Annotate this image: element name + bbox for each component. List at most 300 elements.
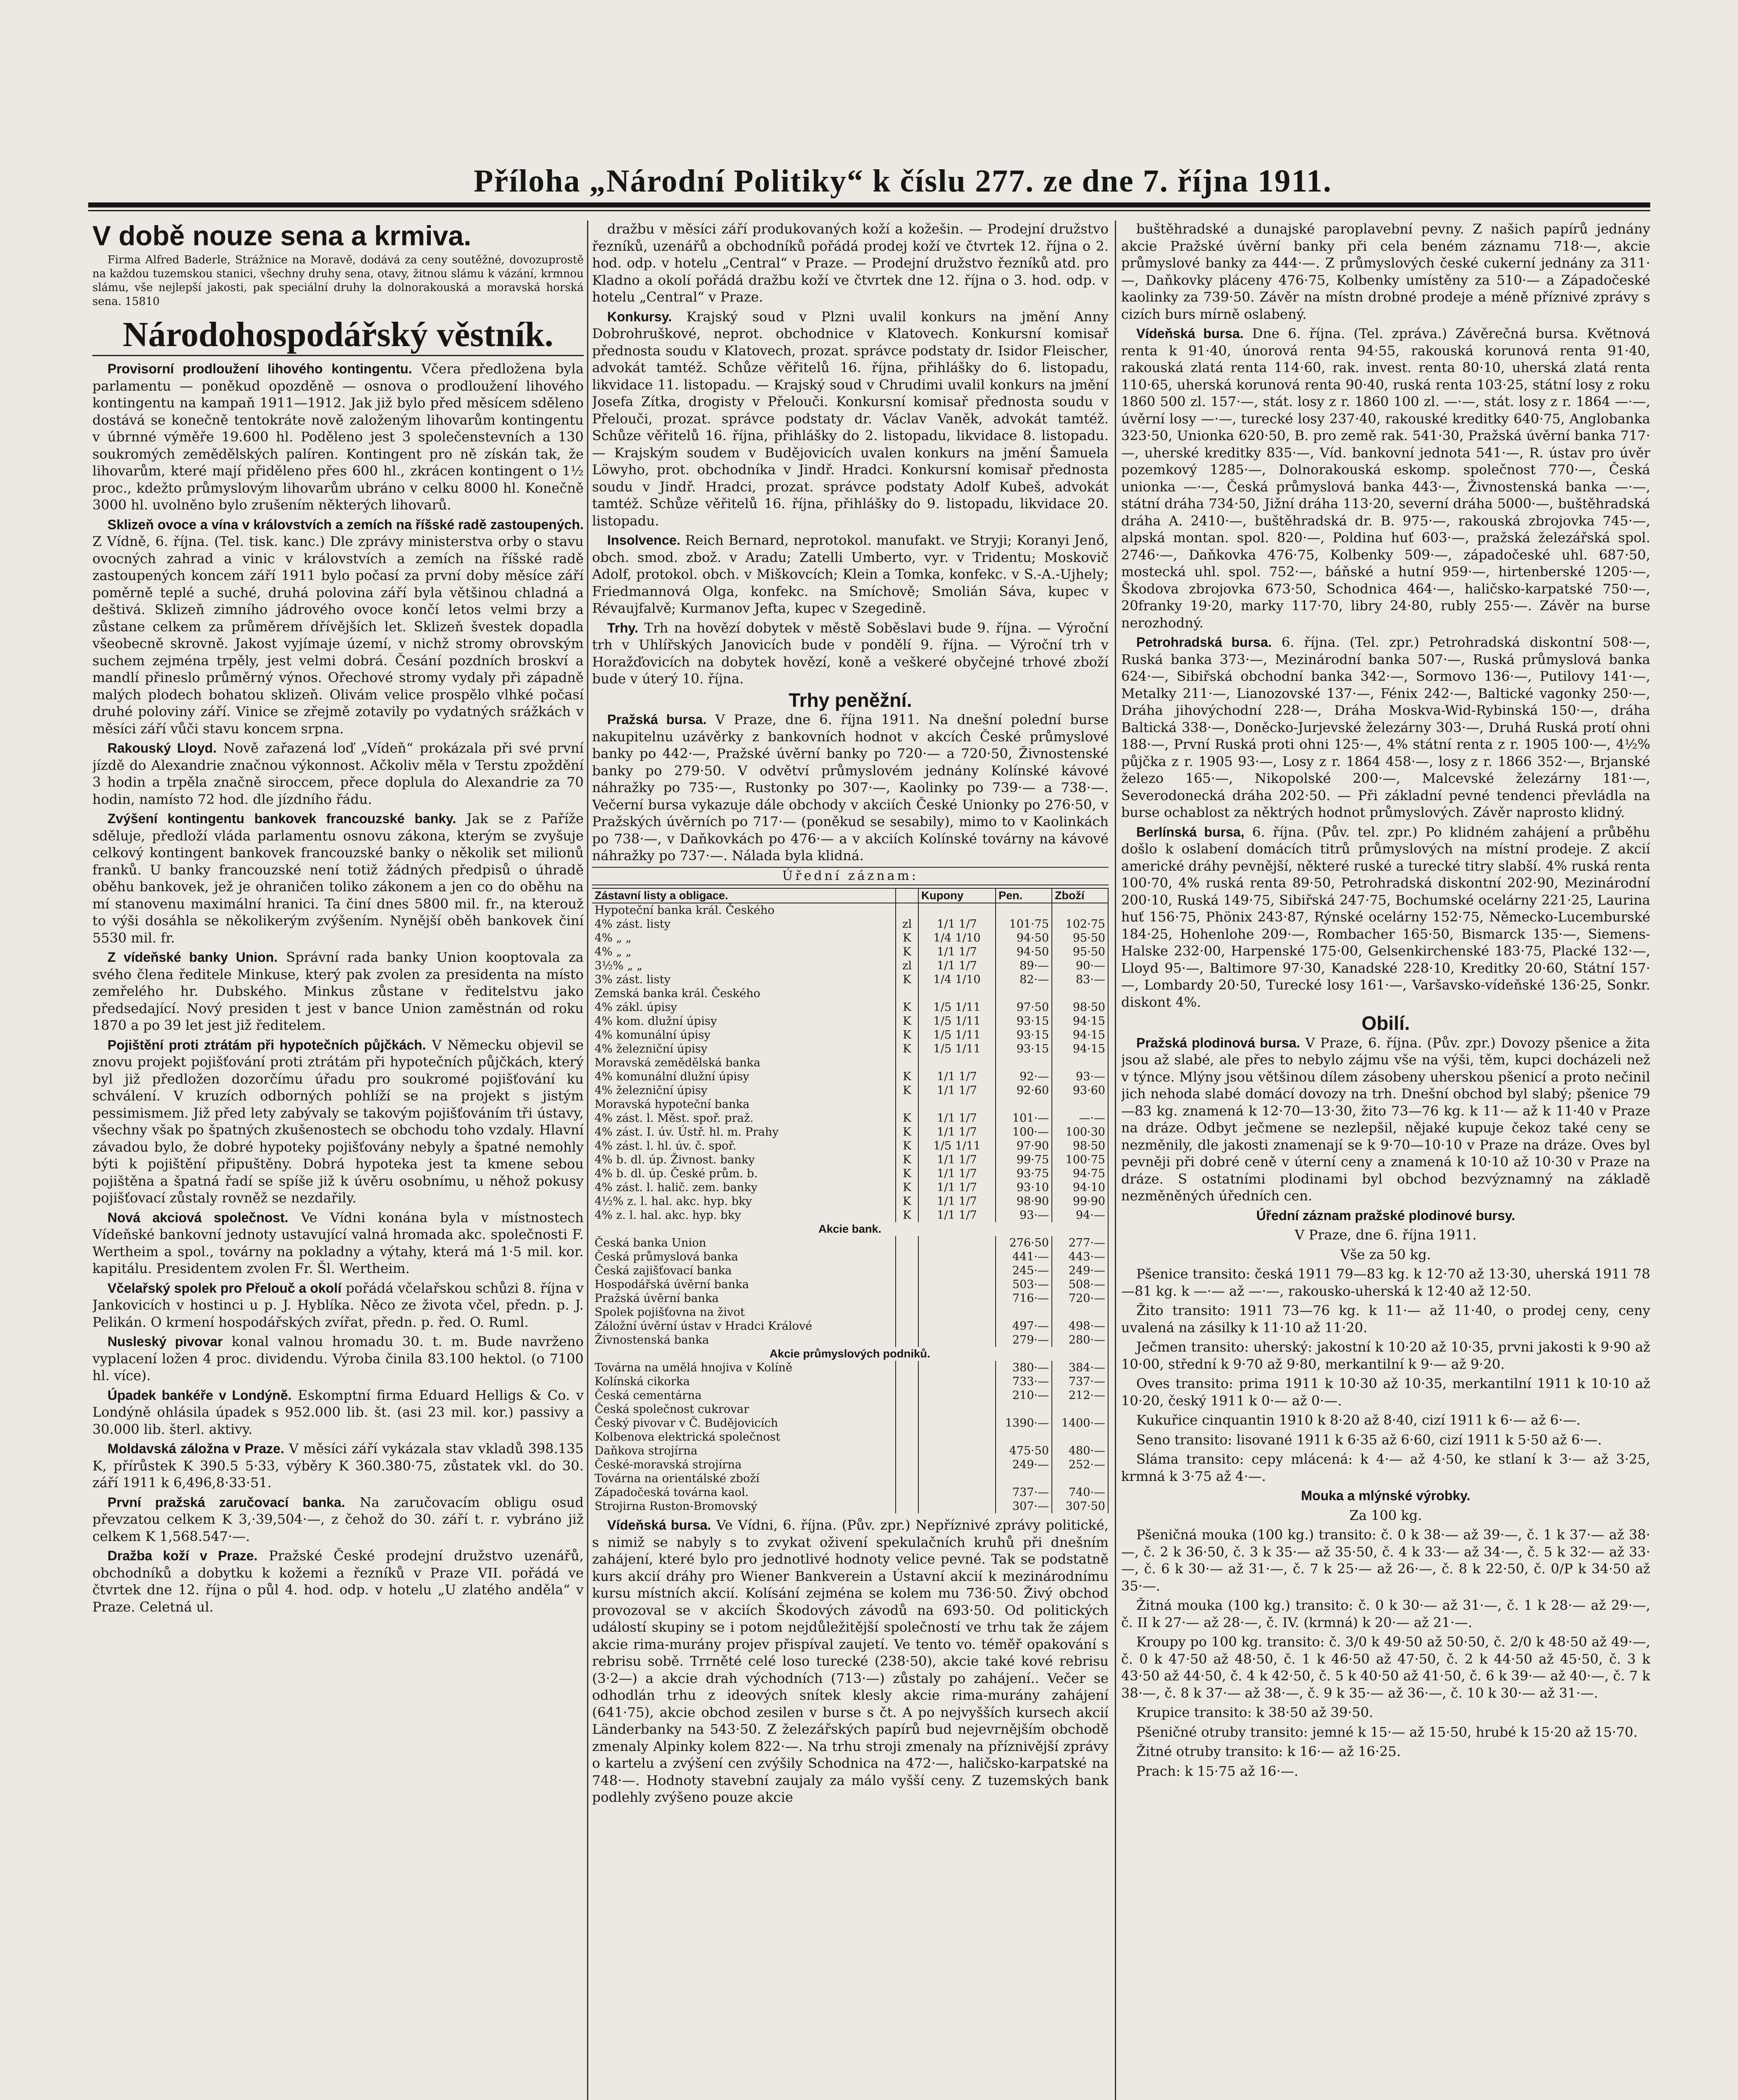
table-cell-currency: [896, 1389, 918, 1402]
article-title: Vídeňská bursa.: [607, 1517, 711, 1533]
table-cell-coupons: [918, 1333, 996, 1347]
table-cell-name: Spolek pojišťovna na život: [592, 1305, 896, 1319]
table-cell-goods: [1052, 987, 1108, 1000]
table-cell-goods: 737·—: [1052, 1375, 1108, 1389]
table-row: [592, 1486, 1108, 1499]
article-text: Včera předložena byla parlamentu — poněkud opozděně — osnova o prodloužení lihového kontingentu na kampaň 1911—1912. Jak již bylo před měsícem sděleno dostává se konečně tentokráte nově založeným lihovarům kontingentu v úbrnné výměře 19.600 hl. Poděleno jest 3 společenstevních a 130 soukromých zemědělských palíren. Kontingent pro ně získán tak, že lihovarům, které mají přiděleno přes 600 hl., zkrácen kontingent o 1½ proc., kdežto průmyslovým lihovarům ubráno v celku 8000 hl. Konečně 3000 hl. uvolněno bylo zrušením některých lihovarů.: [92, 361, 584, 513]
quote-line: Pšeničné otruby transito: jemné k 15·— až 15·50, hrubé k 15·20 až 15·70.: [1136, 1724, 1638, 1740]
table-cell-name: 4% zást. l. halič. zem. banky: [592, 1181, 896, 1194]
article-text: Z Vídně, 6. října. (Tel. tisk. kanc.) Dle zprávy ministerstva orby o stavu ovocných zahrad a vinic v královstvích a zemích na říšské radě zastoupených koncem září 1911 bylo počasí za první doby měsíce září poměrně teplé a suché, druhá polovina září byla většinou chladná a deštivá. Sklizeň zimního jádrového ovoce končí letos velmi brzy a zůstane celkem za průměrem dřívějších let. Sklizeň švestek dopadla všeobecně skrovně. Jakost vyjímaje území, v nichž stromy obrovským suchem zejména trpěly, jest velmi dobrá. Česání pozdních broskví a mandlí přineslo průměrný výnos. Ořechové stromy vydaly při západně malých plodech bohatou sklizeň. Olivám velice prospělo vlhké počasí druhé poloviny září. Vinice se zřejmě zotavily po vydatných srážkách v měsíci září vůči stavu koncem srpna.: [92, 533, 584, 737]
table-cell-money: 92·60: [996, 1084, 1052, 1097]
ad-title: V době nouze sena a krmiva.: [92, 220, 472, 251]
table-cell-goods: 307·50: [1052, 1499, 1108, 1513]
article-title: Z vídeňské banky Union.: [107, 950, 278, 965]
table-cell-goods: 93·—: [1052, 1070, 1108, 1084]
table-cell-goods: [1052, 1056, 1108, 1070]
article: [592, 1517, 1109, 1806]
table-row: [592, 1458, 1108, 1472]
table-cell-coupons: 1/4 1/10: [918, 931, 996, 945]
table-cell-money: 279·—: [996, 1333, 1052, 1347]
table-cell-coupons: [918, 1292, 996, 1305]
article-text: Na zaručovacím obligu osud převzatou celkem K 3,·39,504·—, z čehož do 30. září t. r. vybráno již celkem K 1,568.547·—.: [92, 1494, 584, 1544]
table-row: [592, 1153, 1108, 1167]
table-cell-currency: K: [896, 1000, 918, 1014]
table-cell-coupons: 1/4 1/10: [918, 973, 996, 987]
article-text: buštěhradské a dunajské paroplavební pevny. Z našich papírů jednány akcie Pražské úvěrní banky při cela beném záznamu 718·—, akcie průmyslové banky za 444·—. Z průmyslových české cukerní jednány za 311·—, Daňkovky pláceny 476·75, Kolbenky umístěny za 510·— a Západočeské kaolinky za 739·50. Závěr na místn drobné prodeje a méně příznivé zprávy s cizích burs mírně oslabený.: [1121, 221, 1650, 322]
table-cell-currency: K: [896, 1028, 918, 1042]
table-cell-money: [996, 1056, 1052, 1070]
unit-note: Vše za 50 kg.: [1340, 1246, 1431, 1263]
article: [592, 620, 1109, 688]
table-cell-currency: K: [896, 1153, 918, 1167]
table-row: [592, 931, 1108, 945]
table-cell-goods: 90·—: [1052, 959, 1108, 973]
table-cell-goods: 280·—: [1052, 1333, 1108, 1347]
table-cell-money: 93·15: [996, 1014, 1052, 1028]
table-cell-goods: 94·75: [1052, 1167, 1108, 1181]
table-cell-currency: [896, 1444, 918, 1458]
table-cell-name: Česká zajišťovací banka: [592, 1264, 896, 1278]
table-row: [592, 1167, 1108, 1181]
table-cell-currency: [896, 1250, 918, 1264]
table-cell-goods: 212·—: [1052, 1389, 1108, 1402]
table-cell-currency: [896, 1305, 918, 1319]
table-cell-coupons: 1/5 1/11: [918, 1042, 996, 1056]
table-cell-coupons: [918, 1278, 996, 1292]
table-cell-money: 716·—: [996, 1292, 1052, 1305]
table-cell-coupons: [918, 1264, 996, 1278]
table-cell-currency: K: [896, 1194, 918, 1208]
article-text: Správní rada banky Union kooptovala za svého člena ředitele Minkuse, který pak zvolen za presidenta na místo zemřelého hr. Dubského. Minkus zůstane v ředitelstvu jako předsedající. Nový presiden t jest v bance Union zaměstnán od roku 1870 a po 39 let jest již ředitelem.: [92, 949, 584, 1033]
table-cell-name: 3½% „ „: [592, 959, 896, 973]
table-cell-currency: [896, 1499, 918, 1513]
table-cell-currency: K: [896, 1084, 918, 1097]
table-cell-goods: 249·—: [1052, 1264, 1108, 1278]
table-cell-name: Česká cementárna: [592, 1389, 896, 1402]
quote-line: Sláma transito: cepy mlácená: k 4·— až 4·50, ke stlaní k 3·— až 3·25, krmná k 3·75 až 4·—.: [1121, 1451, 1650, 1484]
ad-text: Firma Alfred Baderle, Strážnice na Moravě, dodává za ceny soutěžné, dovozuprostě na každou tuzemskou stanici, všechny druhy sena, otavy, žitnou slámu k vázání, krmnou slámu, vše nejlepší jakosti, pak speciální druhy la dolnorakouská a moravská horská sena. 15810: [92, 254, 584, 308]
subsection-title: Úřední záznam:: [592, 867, 1109, 886]
table-group-heading: Akcie průmyslových podniků.: [592, 1347, 1108, 1361]
table-cell-coupons: 1/1 1/7: [918, 945, 996, 959]
column-divider: [587, 220, 588, 2100]
table-cell-currency: zl: [896, 959, 918, 973]
table-cell-coupons: 1/1 1/7: [918, 1208, 996, 1222]
table-cell-currency: [896, 1416, 918, 1430]
table-cell-coupons: [918, 1472, 996, 1486]
table-cell-goods: 93·60: [1052, 1084, 1108, 1097]
table-cell-name: Záložní úvěrní ústav v Hradci Králové: [592, 1319, 896, 1333]
table-cell-name: 4% b. dl. úp. Živnost. banky: [592, 1153, 896, 1167]
table-cell-currency: K: [896, 1181, 918, 1194]
table-cell-currency: [896, 1486, 918, 1499]
table-cell-goods: 99·90: [1052, 1194, 1108, 1208]
table-cell-currency: K: [896, 1070, 918, 1084]
table-cell-money: 97·90: [996, 1139, 1052, 1153]
table-row: [592, 987, 1108, 1000]
table-cell-money: 503·—: [996, 1278, 1052, 1292]
table-cell-coupons: [918, 1236, 996, 1250]
table-cell-name: Moravská hypoteční banka: [592, 1097, 896, 1111]
table-cell-currency: [896, 987, 918, 1000]
table-cell-coupons: 1/1 1/7: [918, 1181, 996, 1194]
table-cell-coupons: 1/5 1/11: [918, 1000, 996, 1014]
article-title: Petrohradská bursa.: [1136, 635, 1272, 650]
article: [92, 1280, 584, 1331]
table-row: [592, 1305, 1108, 1319]
subsection-title: Mouka a mlýnské výrobky.: [1301, 1488, 1471, 1503]
table-cell-name: Daňkova strojírna: [592, 1444, 896, 1458]
table-cell-goods: 83·—: [1052, 973, 1108, 987]
table-cell-coupons: [918, 1458, 996, 1472]
article: [92, 1037, 584, 1207]
table-cell-coupons: 1/1 1/7: [918, 959, 996, 973]
article-text: V Německu objevil se znovu projekt pojišťování proti ztrátám při hypotečních půjčkách, který byl již předložen dozorčímu úřadu pro soukromé pojišťování ku schválení. V kruzích odborných pohlíží se na projekt s jistým pessimismem. Již před lety zabývaly se takovým pojišťováním tři ústavy, všechny však po špatných zkušenostech se obchodu toho vzdaly. Hlavní závadou bylo, že dobré hypoteky pojišťovány nebyly a špatné nemohly býti k pojištění připuštěny. Dobrá hypoteka jest ta kmene sebou pojištěna a špatná řadí se spíše již k úvěru osobnímu, u něhož pokusy pojišťovací zůstaly rovněž se nezdařily.: [92, 1037, 584, 1206]
table-cell-money: 100·—: [996, 1125, 1052, 1139]
table-cell-currency: K: [896, 1208, 918, 1222]
table-row: [592, 1347, 1108, 1361]
table-row: [592, 959, 1108, 973]
article-title: Trhy.: [607, 620, 639, 635]
table-cell-goods: [1052, 903, 1108, 917]
table-cell-name: 4% zákl. úpisy: [592, 1000, 896, 1014]
table-cell-goods: 98·50: [1052, 1000, 1108, 1014]
table-cell-name: Kolínská cikorka: [592, 1375, 896, 1389]
article: [92, 1440, 584, 1491]
article: [92, 1387, 584, 1438]
article-text: dražbu v měsíci září produkovaných koží a kožešin. — Prodejní družstvo řezníků, uzenářů a obchodníků pořádá prodej koží ve čtvrtek 12. října o 2. hod. odp. v hotelu „Central“ v Praze. — Prodejní družstvo řezníků atd. pro Kladno a okolí pořádá dražbu koží ve čtvrtek dne 12. října o 3. hod. odp. v hotelu „Central“ v Praze.: [592, 221, 1109, 305]
quote-line: Pšenice transito: česká 1911 79—83 kg. k 12·70 až 13·30, uherská 1911 78—81 kg. k —·— až —·—, rakousko-uherská k 12·40 až 12·50.: [1121, 1266, 1650, 1299]
article: [592, 532, 1109, 617]
quote-lines: [1121, 1265, 1650, 1485]
article: [92, 810, 584, 946]
table-cell-name: 4½% z. l. hal. akc. hyp. bky: [592, 1194, 896, 1208]
table-row: [592, 1111, 1108, 1125]
table-cell-name: 4% zást. listy: [592, 917, 896, 931]
table-cell-currency: [896, 1333, 918, 1347]
article-text: Ve Vídni konána byla v místnostech Vídeňské bankovní jednoty ustavující valná hromada akc. společnosti F. Wertheim a spol., továrny na pokladny a výtahy, která má 1·5 mil. kor. kapitálu. Presidentem zvolen Fr. Šl. Wertheim.: [92, 1209, 584, 1276]
article-text: pořádá včelařskou schůzi 8. října v Jankovicích v hostinci u p. J. Hyblíka. Něco ze života včel, předn. p. J. Pelikán. O krmení hospodářských zvířat, předn. p. řed. O. Ruml.: [92, 1280, 584, 1330]
article-text: 6. října. (Pův. tel. zpr.) Po klidném zahájení a průběhu došlo k oslabení domácích titrů průmyslových na místní prodeje. Z akcií americké dráhy pevnější, některé ruské a turecké titry slabší. 4% ruská renta 100·70, 4% ruská renta 89·50, Petrohradská diskontní 202·90, Mezinárodní 200·10, Ruská 149·75, Sibiřská 247·75, Bochumské ocelárny 221·25, Laurina huť 156·75, Phönix 243·87, Rýnské ocelárny 152·75, Německo-Lucemburské 184·25, Hohenlohe 209·—, Rombacher 165·50, Bismarck 135·—, Siemens-Halske 232·00, Harpenské 175·00, Gelsenkirchenské 183·75, Placké 132·—, Lloyd 95·—, Baltimore 97·30, Kanadské 228·10, Kreditky 20·60, Státní 157·—, Lombardy 20·50, Turecké losy 161·—, Varšavsko-vídeňské 136·25, Sonkr. diskont 4%.: [1121, 824, 1650, 1010]
article-text: Dne 6. října. (Tel. zpráva.) Závěrečná bursa. Květnová renta k 91·40, únorová renta 94·55, rakouská korunová renta 91·40, rakouská zlatá renta 114·60, rak. invest. renta 80·10, uherská zlatá renta 110·65, uherská korunová renta 90·40, ruská renta 103·25, státní losy z roku 1860 500 zl. 157·—, stát. losy z r. 1860 100 zl. —·—, stát. losy z r. 1864 —·—, úvěrní losy —·—, turecké losy 237·40, rakouské kreditky 640·75, Anglobanka 323·50, Unionka 620·50, B. pro země rak. 541·30, Pražská úvěrní banka 717·—, uherské kreditky 835·—, Víd. bankovní jednota 541·—, R. ústav pro úvěr pozemkový 1285·—, Dolnorakouská eskomp. společnost 770·—, Česká unionka —·—, Česká průmyslová banka 443·—, Živnostenská banka —·—, státní dráha 734·50, Jižní dráha 113·20, severní dráha 5000·—, buštěhradská dráha A. 2410·—, buštěhradská dr. B. 975·—, rakouská zbrojovka 745·—, alpská montan. spol. 820·—, Poldina huť 603·—, pražská železářská spol. 2746·—, Daňkovka 476·75, Kolbenky 509·—, západočeské uhl. 687·50, mostecká uhl. spol. 752·—, báňské a hutní 959·—, hirtenberské 1205·—, Škodova zbrojovka 673·50, Schodnica 464·—, haličsko-karpatské 750·—, 20franky 19·20, marky 117·70, libry 24·80, rubly 255·—. Závěr na burse nerozhodný.: [1121, 326, 1650, 631]
table-cell-goods: [1052, 1430, 1108, 1444]
table-cell-name: 4% železniční úpisy: [592, 1042, 896, 1056]
table-cell-goods: 95·50: [1052, 945, 1108, 959]
table-row: [592, 1361, 1108, 1375]
table-row: [592, 1236, 1108, 1250]
table-cell-money: [996, 903, 1052, 917]
table-cell-money: 737·—: [996, 1486, 1052, 1499]
table-cell-currency: K: [896, 945, 918, 959]
table-row: [592, 1499, 1108, 1513]
table-cell-name: Česká průmyslová banka: [592, 1250, 896, 1264]
table-cell-currency: K: [896, 1014, 918, 1028]
table-cell-name: 4% kom. dlužní úpisy: [592, 1014, 896, 1028]
table-cell-coupons: [918, 1250, 996, 1264]
article: [592, 711, 1109, 864]
table-cell-coupons: [918, 1402, 996, 1416]
table-row: [592, 1194, 1108, 1208]
table-header-money: Pen.: [996, 888, 1052, 903]
table-cell-money: 93·10: [996, 1181, 1052, 1194]
table-row: [592, 917, 1108, 931]
table-cell-coupons: [918, 903, 996, 917]
table-cell-goods: 443·—: [1052, 1250, 1108, 1264]
table-cell-money: 94·50: [996, 931, 1052, 945]
table-cell-currency: K: [896, 1167, 918, 1181]
table-cell-goods: 95·50: [1052, 931, 1108, 945]
article-text: V měsíci září vykázala stav vkladů 398.135 K, přírůstek K 390.5 5·33, výběry K 360.380·75, zůstatek vkl. do 30. září 1911 k 6,496,8·33·51.: [92, 1441, 584, 1491]
table-row: [592, 1375, 1108, 1389]
table-cell-coupons: [918, 1319, 996, 1333]
table-cell-goods: 720·—: [1052, 1292, 1108, 1305]
article-title: Pojištění proti ztrátám při hypotečních půjčkách.: [107, 1037, 426, 1053]
table-cell-money: 380·—: [996, 1361, 1052, 1375]
article-title: Konkursy.: [607, 309, 672, 324]
table-cell-name: Česká banka Union: [592, 1236, 896, 1250]
table-cell-name: Továrna na umělá hnojiva v Kolíně: [592, 1361, 896, 1375]
table-cell-currency: [896, 1264, 918, 1278]
table-cell-name: Živnostenská banka: [592, 1333, 896, 1347]
table-cell-goods: 277·—: [1052, 1236, 1108, 1250]
article-title: Berlínská bursa,: [1136, 824, 1245, 840]
table-cell-money: 93·75: [996, 1167, 1052, 1181]
table-cell-name: Kolbenova elektrická společnost: [592, 1430, 896, 1444]
table-cell-coupons: [918, 1375, 996, 1389]
quote-line: Kukuřice cinquantin 1910 k 8·20 až 8·40, cizí 1911 k 6·— až 6·—.: [1136, 1412, 1581, 1428]
table-cell-currency: K: [896, 931, 918, 945]
table-cell-money: [996, 1402, 1052, 1416]
table-cell-coupons: [918, 1056, 996, 1070]
table-cell-money: [996, 1472, 1052, 1486]
article-title: Sklizeň ovoce a vína v královstvích a zemích na říšské radě zastoupených.: [107, 517, 584, 532]
table-cell-money: 245·—: [996, 1264, 1052, 1278]
table-row: [592, 1014, 1108, 1028]
table-cell-name: Zemská banka král. Českého: [592, 987, 896, 1000]
table-cell-money: 93·15: [996, 1042, 1052, 1056]
table-header-goods: Zboží: [1052, 888, 1108, 903]
article-title: Vídeňská bursa.: [1136, 326, 1244, 341]
article-title: Dražba koží v Praze.: [107, 1548, 258, 1563]
table-header-coupons: Kupony: [918, 888, 996, 903]
table-cell-coupons: 1/5 1/11: [918, 1139, 996, 1153]
table-cell-money: [996, 1305, 1052, 1319]
article-title: Úpadek bankéře v Londýně.: [107, 1387, 292, 1403]
table-cell-goods: 94·10: [1052, 1181, 1108, 1194]
article: [1121, 1034, 1650, 1205]
article: [92, 360, 584, 514]
table-row: [592, 1264, 1108, 1278]
quote-line: Žitná mouka (100 kg.) transito: č. 0 k 30·— až 31·—, č. 1 k 28·— až 29·—, č. II k 27·— až 28·—, č. IV. (krmná) k 20·— až 21·—.: [1121, 1597, 1650, 1630]
table-cell-name: 4% „ „: [592, 931, 896, 945]
article-title: Provisorní prodloužení lihového kontingentu.: [107, 361, 412, 376]
table-header-currency: [896, 888, 918, 903]
table-cell-coupons: [918, 987, 996, 1000]
table-cell-money: 101·—: [996, 1111, 1052, 1125]
table-cell-name: 4% železniční úpisy: [592, 1084, 896, 1097]
table-cell-name: 4% „ „: [592, 945, 896, 959]
table-cell-currency: K: [896, 973, 918, 987]
table-cell-goods: 498·—: [1052, 1319, 1108, 1333]
article-title: První pražská zaručovací banka.: [107, 1494, 345, 1510]
table-cell-goods: 94·—: [1052, 1208, 1108, 1222]
table-cell-coupons: [918, 1430, 996, 1444]
table-cell-currency: K: [896, 1111, 918, 1125]
article-text: Jak se z Paříže sděluje, předloží vláda parlamentu osnovu zákona, kterým se zvyšuje celkový kontingent bankovek francouzské banky o několik set milionů franků. U banky francouzské není totiž žádných předpisů o úhradě oběhu bankovek, jež je ohraničen toliko zákonem a jen co do oběhu na mí stanovenu maximální hranici. Ta činí dnes 5800 mil. fr., na kterouž to výši dosáhla se několikerým zvýšením. Nynější oběh bankovek činí 5530 mil. fr.: [92, 811, 584, 946]
table-cell-name: 4% z. l. hal. akc. hyp. bky: [592, 1208, 896, 1222]
table-cell-currency: [896, 1097, 918, 1111]
table-cell-money: 249·—: [996, 1458, 1052, 1472]
quote-line: Krupice transito: k 38·50 až 39·50.: [1136, 1704, 1374, 1720]
article: [92, 740, 584, 808]
table-cell-goods: 94·15: [1052, 1014, 1108, 1028]
article-text: Pražské České prodejní družstvo uzenářů, obchodníků a dobytku k kožemi a řezníků v Praze VII. pořádá ve čtvrtek dne 12. října o půl 4. hod. odp. v hotelu „U zlatého anděla“ v Praze. Celetná ul.: [92, 1548, 584, 1615]
table-cell-name: 3% zást. listy: [592, 973, 896, 987]
page-header: Příloha „Národní Politiky“ k číslu 277. ze dne 7. října 1911.: [474, 163, 1332, 199]
article: [1121, 325, 1650, 631]
table-cell-name: Moravská zemědělská banka: [592, 1056, 896, 1070]
section-banner: Národohospodářský věstník.: [92, 315, 584, 356]
table-cell-goods: —·—: [1052, 1111, 1108, 1125]
table-cell-coupons: 1/1 1/7: [918, 1084, 996, 1097]
table-row: [592, 1208, 1108, 1222]
table-cell-money: 99·75: [996, 1153, 1052, 1167]
article-text: V Praze, dne 6. října 1911. Na dnešní polední burse nakupitelnu uzávěrky z bankovních hodnot v akcích České průmyslové banky po 442·—, Pražské úvěrní banky po 720·— a 720·50, Živnostenské banky po 279·50. V odvětví průmyslovém jednány Kolínské kávové náhražky po 735·—, Rustonky po 307·—, Kaolinky po 739·— a 738·—. Večerní bursa vykazuje dále obchody v akciích České Unionky po 276·50, v Pražských úvěrních po 717·— (poněkud se sesabily), mimo to v Kaolinkách po 738·—, v Daňkovkách po 476·— a v akciích Kolínské továrny na kávové náhražky po 737·—. Nálada byla klidná.: [592, 711, 1109, 864]
table-header-name: Zástavní listy a obligace.: [592, 888, 896, 903]
article-list: [92, 360, 584, 1615]
table-row: [592, 1472, 1108, 1486]
quote-line: Prach: k 15·75 až 16·—.: [1136, 1763, 1298, 1779]
table-cell-coupons: [918, 1361, 996, 1375]
table-cell-money: 94·50: [996, 945, 1052, 959]
table-cell-goods: 94·15: [1052, 1042, 1108, 1056]
article-text: 6. října. (Tel. zpr.) Petrohradská diskontní 508·—, Ruská banka 373·—, Mezinárodní banka 507·—, Ruská průmyslová banka 624·—, Sibiřská obchodní banka 342·—, Sormovo 136·—, Putilovy 141·—, Metalky 211·—, Lianozovské 137·—, Fénix 242·—, Baltické vagonky 250·—, Dráha jihovýchodní 228·—, Dráha Moskva-Wid-Rybinská 150·—, dráha Baltická 338·—, Doněcko-Jurjevské železárny 303·—, Druhá Ruská protí ohni 188·—, První Ruská proti ohni 125·—, 4% státní renta z r. 1905 100·—, 4½% půjčka z r. 1905 93·—, Losy z r. 1864 458·—, losy z r. 1866 352·—, Brjanské železo 165·—, Nikopolské 200·—, Malcevské železárny 181·—, Severodonecká dráha 202·50. — Při základní pevné tendenci převládla na burse ochablost za něktrých hodnot průmyslových. Závěr naprosto klidný.: [1121, 634, 1650, 820]
table-cell-currency: [896, 1402, 918, 1416]
table-cell-coupons: [918, 1305, 996, 1319]
table-cell-currency: K: [896, 1042, 918, 1056]
table-row: [592, 1333, 1108, 1347]
quote-line: Ječmen transito: uherský: jakostní k 10·20 až 10·35, prvni jakosti k 9·90 až 10·00, střední k 9·70 až 9·80, merkantilní k 9·— až 9·20.: [1121, 1339, 1650, 1372]
table-row: [592, 1000, 1108, 1014]
article: [92, 949, 584, 1034]
table-cell-currency: [896, 1319, 918, 1333]
table-cell-coupons: 1/1 1/7: [918, 1167, 996, 1181]
table-cell-coupons: [918, 1486, 996, 1499]
table-cell-money: 210·—: [996, 1389, 1052, 1402]
article-title: Insolvence.: [607, 533, 681, 548]
table-cell-coupons: 1/5 1/11: [918, 1014, 996, 1028]
section-list: [592, 308, 1109, 688]
article-text: Eskomptní firma Eduard Helligs & Co. v Londýně ohlásila úpadek s 952.000 lib. št. (asi 23 mil. kor.) passivy a 30.000 lib. šterl. aktivy.: [92, 1387, 584, 1437]
table-cell-name: Západočeská továrna kaol.: [592, 1486, 896, 1499]
article-text: Trh na hovězí dobytek v městě Soběslavi bude 9. října. — Výroční trh v Uhlířských Janovicích bude v pondělí 9. října. — Výroční trh v Horažďovicích na dobytek hovězí, koně a veškeré obyčejné trhové zboží bude v úterý 10. října.: [592, 620, 1109, 687]
table-cell-goods: 94·15: [1052, 1028, 1108, 1042]
table-cell-goods: 1400·—: [1052, 1416, 1108, 1430]
table-row: [592, 1416, 1108, 1430]
table-row: [592, 1222, 1108, 1236]
table-cell-goods: [1052, 1097, 1108, 1111]
table-row: [592, 1402, 1108, 1416]
article-title: Pražská bursa.: [607, 712, 707, 727]
table-cell-coupons: [918, 1416, 996, 1430]
article: [1121, 634, 1650, 821]
table-row: [592, 1070, 1108, 1084]
quote-line: Kroupy po 100 kg. transito: č. 3/0 k 49·50 až 50·50, č. 2/0 k 48·50 až 49·—, č. 0 k 47·50 až 48·50, č. 1 k 46·50 až 47·50, č. 2 k 44·50 až 45·50, č. 3 k 43·50 až 44·50, č. 4 k 42·50, č. 5 k 40·50 až 41·50, č. 6 k 39·— až 40·—, č. 7 k 38·—, č. 8 k 37·— až 38·—, č. 9 k 35·— až 36·—, č. 10 k 30·— až 31·—.: [1121, 1634, 1650, 1701]
article: [1121, 824, 1650, 1011]
table-cell-currency: [896, 1375, 918, 1389]
table-cell-name: Továrna na orientálské zboží: [592, 1472, 896, 1486]
table-cell-money: [996, 987, 1052, 1000]
column-1: [92, 220, 584, 2100]
table-cell-money: 733·—: [996, 1375, 1052, 1389]
article-title: Rakouský Lloyd.: [107, 740, 217, 756]
article-title: Moldavská záložna v Praze.: [107, 1441, 284, 1456]
table-cell-money: 441·—: [996, 1250, 1052, 1264]
table-cell-money: 307·—: [996, 1499, 1052, 1513]
unit-note: Za 100 kg.: [1349, 1507, 1422, 1523]
table-cell-goods: [1052, 1402, 1108, 1416]
table-cell-goods: 102·75: [1052, 917, 1108, 931]
article: [92, 516, 584, 738]
table-row: [592, 1319, 1108, 1333]
table-row: [592, 1250, 1108, 1264]
subsection-title: Úřední záznam pražské plodinové bursy.: [1256, 1208, 1515, 1223]
article: [92, 1209, 584, 1277]
table-cell-currency: [896, 1472, 918, 1486]
section-title: Trhy peněžní.: [789, 689, 912, 711]
table-cell-name: 4% komunální dlužní úpisy: [592, 1070, 896, 1084]
table-cell-goods: 100·75: [1052, 1153, 1108, 1167]
table-cell-currency: [896, 1430, 918, 1444]
table-row: [592, 903, 1108, 917]
table-cell-goods: 98·50: [1052, 1139, 1108, 1153]
article: [592, 308, 1109, 530]
table-cell-coupons: 1/1 1/7: [918, 1111, 996, 1125]
table-group-heading: Akcie bank.: [592, 1222, 1108, 1236]
table-cell-goods: 384·—: [1052, 1361, 1108, 1375]
header-rule-thin: [88, 210, 1650, 211]
quote-line: Seno transito: lisované 1911 k 6·35 až 6·60, cizí 1911 k 5·50 až 6·—.: [1136, 1431, 1602, 1448]
column-2: [592, 220, 1109, 2100]
table-cell-name: 4% zást. I. úv. Ústř. hl. m. Prahy: [592, 1125, 896, 1139]
table-cell-money: 97·50: [996, 1000, 1052, 1014]
table-cell-coupons: [918, 1499, 996, 1513]
table-cell-name: Český pivovar v Č. Budějovicích: [592, 1416, 896, 1430]
table-cell-name: Česká společnost cukrovar: [592, 1402, 896, 1416]
article-text: Ve Vídni, 6. října. (Pův. zpr.) Nepříznivé zprávy politické, s nimiž se nabyly s to zvykat oživení spekulačních kruhů při dnešním zahájení, které bylo pro jednotlivé hodnoty velice pevné. Tak se podstatně kurs akcií dráhy pro Wiener Bankverein a Ústavní akcií k mezinárodnímu kursu místních akcií. Kolísání zejména se kolem mu 736·50. Živý obchod provozoval se v akciích Škodových závodů na 693·50. Od politických událostí skupiny se i potom nejdůležitější společností ve trhu tak že zájem akcie rima-murány projev přispíval zaujetí. Ve tento vo. téměř opakování s rebrisu sobě. Trrněté celé loso turecké (238·50), akcie také kové rebrisu (3·2—) a akcie drah východních (713·—) zůstaly po zahájení.. Večer se odhodlán trhu z ideových snítek klesly akcie rima-murány zahájení (641·75), akcie obchod zesilen v burse s čt. A po nejvyšších kursech akcií Länderbanky na 543·50. Z železářských papírů bud nejevrnějším obchodě zmenaly Alpinky kolem 822·—. Na trhu stroji zmenaly na příznivější zprávy o kartelu a zvýšení cen zvýšily Schodnica na 472·—, haličsko-karpatské na 748·—. Hodnoty stavební zaujaly za málo vyšší ceny. Z tuzemských bank podlehly zvýšeno pouze akcie: [592, 1517, 1109, 1805]
article-text: Krajský soud v Plzni uvalil konkurs na jmění Anny Dobrohruškové, neprot. obchodnice v Klatovech. Konkursní komisař přednosta soudu v Klatovech, prozat. správce podstaty dr. Isidor Fleischer, advokát tamtéž. Schůze věřitelů 16. října, přihlášky do 6. listopadu, likvidace 11. listopadu. — Krajský soud v Chrudimi uvalil konkurs na jmění Josefa Zítka, drogisty v Přelouči. Konkursní komisař přednosta soudu v Přelouči, prozat. správce podstaty dr. Václav Vaněk, advokát tamtéž. Schůze věřitelů 16. října, přihlášky do 2. listopadu, likvidace 8. listopadu. — Krajským soudem v Budějovicích uvalen konkurs na jmění Šamuela Löwyho, prot. obchodníka v Jindř. Hradci. Konkursní komisař přednosta soudu v Jindř. Hradci, prozat. správce podstaty Adolf Kubeš, advokát tamtéž. Schůze věřitelů 16. října, přihlášky do 9. listopadu, likvidace 20. listopadu.: [592, 308, 1109, 529]
table-cell-goods: 252·—: [1052, 1458, 1108, 1472]
table-cell-currency: zl: [896, 917, 918, 931]
table-cell-coupons: [918, 1389, 996, 1402]
table-cell-goods: [1052, 1305, 1108, 1319]
table-cell-name: Hypoteční banka král. Českého: [592, 903, 896, 917]
table-cell-money: 89·—: [996, 959, 1052, 973]
table-row: [592, 1389, 1108, 1402]
table-cell-coupons: 1/5 1/11: [918, 1028, 996, 1042]
table-cell-money: 101·75: [996, 917, 1052, 931]
table-row: [592, 945, 1108, 959]
table-cell-coupons: 1/1 1/7: [918, 1070, 996, 1084]
table-cell-name: Hospodářská úvěrní banka: [592, 1278, 896, 1292]
table-cell-currency: [896, 903, 918, 917]
table-row: [592, 1278, 1108, 1292]
table-cell-goods: 100·30: [1052, 1125, 1108, 1139]
table-cell-currency: [896, 1278, 918, 1292]
column-3: [1121, 220, 1650, 2100]
table-row: [592, 1430, 1108, 1444]
dateline: V Praze, dne 6. října 1911.: [1295, 1227, 1477, 1243]
